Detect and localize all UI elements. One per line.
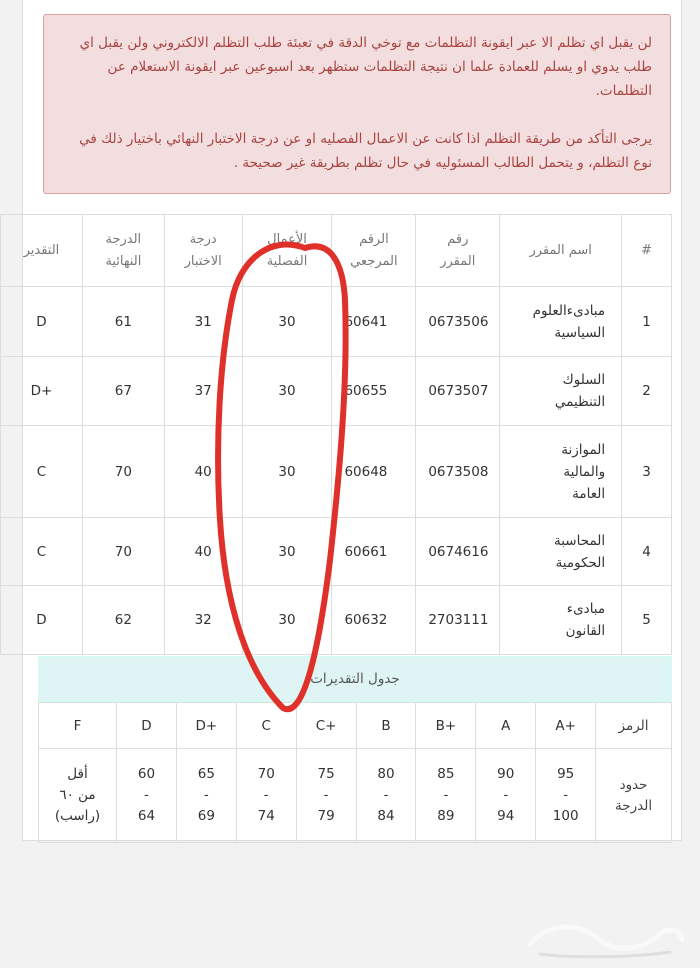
ref-number: 60648: [332, 426, 416, 518]
final-score: 67: [82, 357, 164, 426]
table-row: [1, 357, 672, 426]
grade-range: 80 - 84: [356, 749, 416, 843]
grade-range: 70 - 74: [236, 749, 296, 843]
range-label: حدود الدرجة: [596, 749, 672, 843]
row-index: 3: [622, 426, 672, 518]
header-course-name: اسم المقرر: [500, 215, 622, 287]
symbol-label: الرمز: [596, 703, 672, 749]
grade: D: [1, 287, 83, 357]
course-name: مبادىءالعلوم السياسية: [500, 287, 622, 357]
grade-symbol: +D: [176, 703, 236, 749]
exam-score: 40: [164, 518, 242, 586]
coursework-score: 30: [242, 287, 332, 357]
row-index: 1: [622, 287, 672, 357]
header-index: #: [622, 215, 672, 287]
header-ref-number: الرقم المرجعي: [332, 215, 416, 287]
coursework-score: 30: [242, 357, 332, 426]
table-row: [1, 518, 672, 586]
grade-range: 75 - 79: [296, 749, 356, 843]
exam-score: 37: [164, 357, 242, 426]
grade-symbol: F: [39, 703, 117, 749]
exam-score: 40: [164, 426, 242, 518]
grade-range: 60 - 64: [117, 749, 177, 843]
notice-paragraph-1: لن يقبل اي تظلم الا عبر ايقونة التظلمات مع توخي الدقة في تعبئة طلب التظلم الالكتروني ولن يقبل اي طلب يدوي او يسلم للعمادة علما ان نتيجة التظلمات ستظهر بعد اسبوعين عبر ايقونة الاستعلام عن التظلمات.: [79, 35, 652, 99]
grade-ranges-row: [39, 749, 672, 843]
haraj-watermark-logo: [520, 914, 690, 962]
grade-range: 90 - 94: [476, 749, 536, 843]
course-name: المحاسبة الحكومية: [500, 518, 622, 586]
grade-symbols-row: [39, 703, 672, 749]
grade-symbol: +B: [416, 703, 476, 749]
course-name: السلوك التنظيمي: [500, 357, 622, 426]
grade-symbol: A: [476, 703, 536, 749]
final-score: 70: [82, 518, 164, 586]
grade-symbol: C: [236, 703, 296, 749]
header-grade: التقدير: [1, 215, 83, 287]
table-header-row: [1, 215, 672, 287]
courses-results-table: [0, 214, 672, 655]
course-number: 0674616: [416, 518, 500, 586]
row-index: 5: [622, 586, 672, 655]
coursework-score: 30: [242, 518, 332, 586]
ref-number: 60641: [332, 287, 416, 357]
notice-paragraph-2: يرجى التأكد من طريقة التظلم اذا كانت عن الاعمال الفصليه او عن درجة الاختبار النهائي باختيار ذلك في نوع التظلم، و يتحمل الطالب المسئوليه في حال تظلم بطريقة غير صحيحة .: [79, 131, 652, 171]
grade-range: 85 - 89: [416, 749, 476, 843]
grades-table-title: جدول التقديرات: [38, 656, 672, 702]
course-number: 0673508: [416, 426, 500, 518]
grade-range: 65 - 69: [176, 749, 236, 843]
course-number: 2703111: [416, 586, 500, 655]
course-number: 0673506: [416, 287, 500, 357]
table-row: [1, 287, 672, 357]
table-row: [1, 586, 672, 655]
header-coursework: الأعمال الفصلية: [242, 215, 332, 287]
coursework-score: 30: [242, 586, 332, 655]
grade-symbol: +C: [296, 703, 356, 749]
row-index: 2: [622, 357, 672, 426]
ref-number: 60632: [332, 586, 416, 655]
exam-score: 32: [164, 586, 242, 655]
grade: +D: [1, 357, 83, 426]
table-row: [1, 426, 672, 518]
final-score: 62: [82, 586, 164, 655]
final-score: 70: [82, 426, 164, 518]
coursework-score: 30: [242, 426, 332, 518]
final-score: 61: [82, 287, 164, 357]
grade-range: 95 - 100: [536, 749, 596, 843]
ref-number: 60661: [332, 518, 416, 586]
grade: C: [1, 426, 83, 518]
course-name: الموازنة والمالية العامة: [500, 426, 622, 518]
header-final-score: الدرجة النهائية: [82, 215, 164, 287]
grade-symbol: +A: [536, 703, 596, 749]
grade-symbol: B: [356, 703, 416, 749]
appeal-notice-alert: [43, 14, 671, 194]
row-index: 4: [622, 518, 672, 586]
course-number: 0673507: [416, 357, 500, 426]
grade: C: [1, 518, 83, 586]
exam-score: 31: [164, 287, 242, 357]
course-name: مبادىء القانون: [500, 586, 622, 655]
grade: D: [1, 586, 83, 655]
grade-range: أقل من ٦٠ (راسب): [39, 749, 117, 843]
header-course-number: رقم المقرر: [416, 215, 500, 287]
grade-scale-table: [38, 702, 672, 843]
grade-symbol: D: [117, 703, 177, 749]
ref-number: 60655: [332, 357, 416, 426]
header-exam-score: درجة الاختبار: [164, 215, 242, 287]
